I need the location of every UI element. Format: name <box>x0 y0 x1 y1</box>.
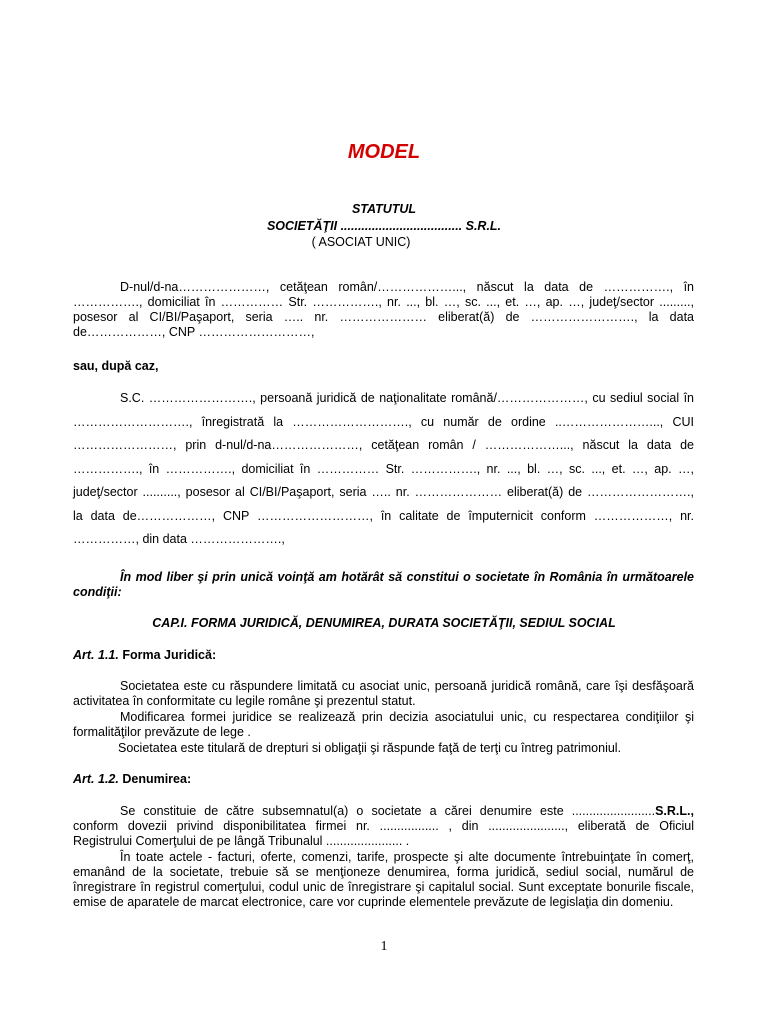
article-1-1-paragraph-2: Modificarea formei juridice se realizează prin decizia asociatului unic, cu respectarea condiţiilor şi formalităţilor prevăzute de lege . <box>73 710 694 739</box>
founder-company-line-3: ……………………, prin d-nul/d-na…………………, cetăţean român / ………………..., născut la data de <box>73 438 694 452</box>
founder-person-line-3: posesor al CI/BI/Paşaport, seria ….. nr. ………………… eliberat(ă) de ……………………., la data <box>73 310 694 324</box>
article-1-2-line-1: Se constituie de către subsemnatul(a) o societate a cărei denumire este ........................S.R.L., <box>120 804 694 818</box>
article-1-1-paragraph-3: Societatea este titulară de drepturi si obligaţii şi răspunde faţă de terţi cu întreg patrimoniul. <box>118 741 622 755</box>
founder-person-line-1: D-nul/d-na…………………, cetăţean român/………………..., născut la data de ……………., în <box>120 280 694 294</box>
chapter-heading: CAP.I. FORMA JURIDICĂ, DENUMIREA, DURATA SOCIETĂŢII, SEDIUL SOCIAL <box>152 616 616 630</box>
founder-company-line-1: S.C. ……………………., persoană juridică de naţionalitate română/…………………, cu sediul social în <box>120 391 694 405</box>
article-1-1-paragraph-1: Societatea este cu răspundere limitată cu asociat unic, persoană juridică română, care îşi desfăşoară activitatea în conformitate cu legile române şi prezentul statut. <box>73 679 694 708</box>
article-1-2-heading <box>73 772 191 786</box>
page-number: 1 <box>380 939 388 954</box>
statute-title: STATUTUL <box>351 202 417 216</box>
founder-person-line-2: ……………., domiciliat în …………… Str. ……………., nr. ..., bl. …, sc. ..., et. …, ap. …, judeţ/sector ........., <box>73 295 694 309</box>
founder-person-line-4: de………………, CNP ………………………, <box>73 325 315 339</box>
founder-company-line-2: ………………………., înregistrată la ………………………., cu număr de ordine ..…………………..., CUI <box>73 414 694 429</box>
article-1-2-paragraph-2: În toate actele - facturi, oferte, comenzi, tarife, prospecte şi alte documente întrebuinţate în comerţ, emanând de la societate, trebuie să se menţioneze denumirea, forma juridică, sediul social, numărul de înregistrare în registrul comerţului, codul unic de înregistrare şi capitalul social. Sunt exceptate bonurile fiscale, emise de aparatele de marcat electronice, care vor cuprinde elementele prevăzute de legislaţia din domeniu. <box>73 850 694 909</box>
company-name-line: SOCIETĂŢII ................................... S.R.L. <box>266 219 502 233</box>
founder-company-paragraph <box>73 387 694 552</box>
article-1-2-line-2: conform dovezii privind disponibilitatea firmei nr. ................. , din ......................, eliberată de Oficiul <box>73 819 694 833</box>
article-1-2-paragraph-1 <box>73 804 694 849</box>
article-1-2-number: Art. 1.2. <box>73 772 119 786</box>
article-1-1-heading <box>73 648 216 662</box>
founder-company-line-4: ……………., în ……………., domiciliat în …………… Str. ……………., nr. ..., bl. …, sc. ..., et. …, ap. …, <box>73 461 694 476</box>
founder-person-paragraph <box>73 280 694 340</box>
founder-company-line-7: ……………, din data …………………., <box>73 532 285 546</box>
article-1-1-number: Art. 1.1. <box>73 648 119 662</box>
single-associate-note: ( ASOCIAT UNIC) <box>311 235 411 249</box>
intro-statement: În mod liber şi prin unică voinţă am hotărât să constitui o societate în România în următoarele condiţii: <box>73 570 694 599</box>
founder-company-line-5: judeţ/sector .........., posesor al CI/BI/Paşaport, seria ….. nr. ………………… eliberat(ă) de ……………………., <box>73 485 694 499</box>
model-heading: MODEL <box>347 141 421 163</box>
article-1-2-line-3: Registrului Comerţului de pe lângă Tribunalul ...................... . <box>73 834 410 848</box>
article-1-1-title: Forma Juridică: <box>122 648 217 662</box>
article-1-2-title: Denumirea: <box>122 772 192 786</box>
or-as-case-label: sau, după caz, <box>73 359 159 373</box>
founder-company-line-6: la data de………………, CNP ………………………, în calitate de împuternicit conform ………………, nr. <box>73 508 694 523</box>
